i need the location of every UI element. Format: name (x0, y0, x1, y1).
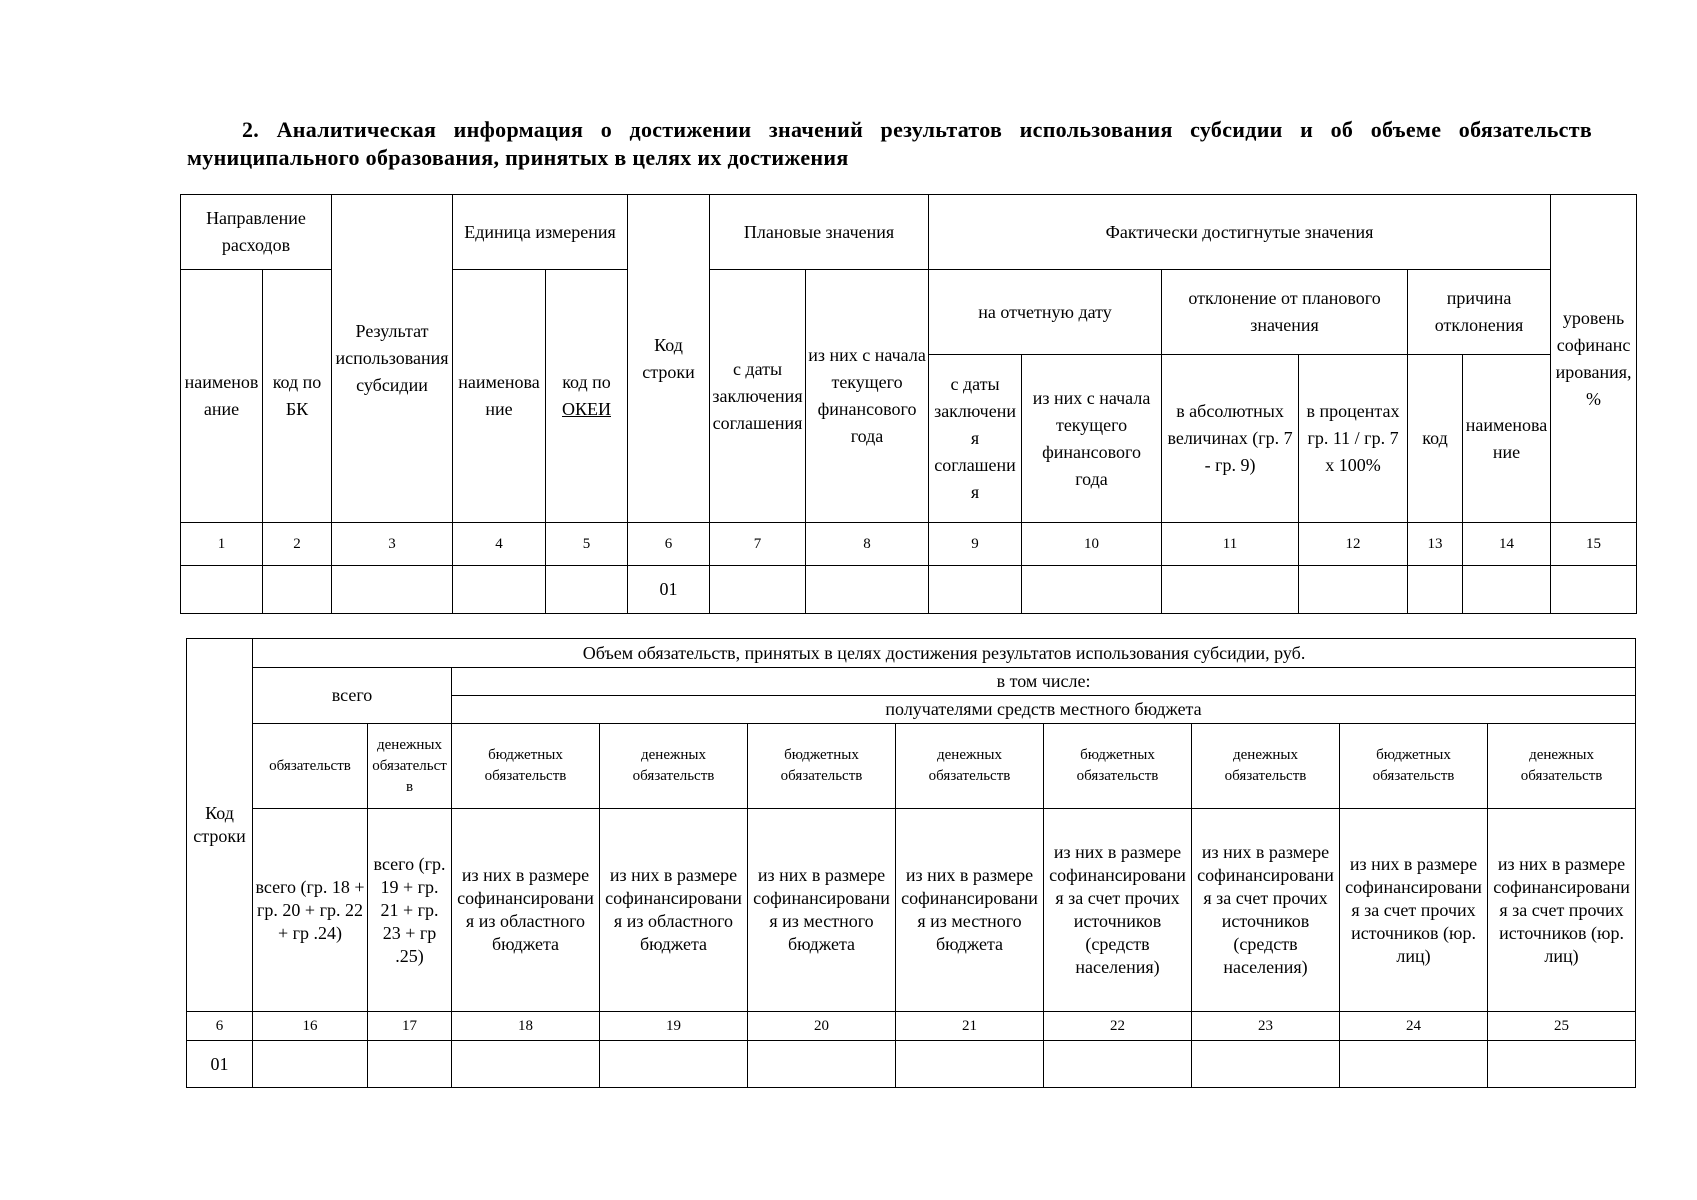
col-number: 7 (710, 523, 806, 566)
col-number: 6 (187, 1012, 253, 1041)
header-plan-current-year: из них с начала текущего финансового года (806, 270, 929, 523)
header-unit-name: наименование (453, 270, 546, 523)
col-number: 5 (546, 523, 628, 566)
header-plan-from-agreement: с даты заключения соглашения (710, 270, 806, 523)
table-cell[interactable] (332, 566, 453, 614)
header-budget-obligations: бюджетных обязательств (1044, 724, 1192, 809)
header-legal-entities-cofin: из них в размере софинансирования за счет прочих источников (юр. лиц) (1340, 809, 1488, 1012)
col-number: 14 (1463, 523, 1551, 566)
col-number: 23 (1192, 1012, 1340, 1041)
table-cell[interactable] (896, 1041, 1044, 1088)
header-deviation: отклонение от планового значения (1162, 270, 1408, 355)
col-number: 6 (628, 523, 710, 566)
col-number: 9 (929, 523, 1022, 566)
col-number: 4 (453, 523, 546, 566)
header-cofinancing-level: уровень софинансирования, % (1551, 195, 1637, 523)
header-local-cofin: из них в размере софинансирования из местного бюджета (896, 809, 1044, 1012)
col-number: 25 (1488, 1012, 1636, 1041)
col-number: 16 (253, 1012, 368, 1041)
table-cell[interactable] (181, 566, 263, 614)
okei-prefix: код по (562, 372, 611, 392)
table-cell[interactable] (1162, 566, 1299, 614)
header-plan: Плановые значения (710, 195, 929, 270)
header-okei (546, 270, 628, 523)
col-number: 24 (1340, 1012, 1488, 1041)
col-number: 21 (896, 1012, 1044, 1041)
table-cell[interactable] (453, 566, 546, 614)
header-money-obligations: денежных обязательств (368, 724, 452, 809)
header-including: в том числе: (452, 668, 1636, 696)
header-money-obligations: денежных обязательств (600, 724, 748, 809)
header-population-cofin: из них в размере софинансирования за счет прочих источников (средств населения) (1044, 809, 1192, 1012)
header-money-obligations: денежных обязательств (1488, 724, 1636, 809)
table-cell[interactable] (710, 566, 806, 614)
col-number: 19 (600, 1012, 748, 1041)
col-number: 11 (1162, 523, 1299, 566)
table-cell[interactable] (806, 566, 929, 614)
table-cell[interactable] (748, 1041, 896, 1088)
col-number: 15 (1551, 523, 1637, 566)
header-reason: причина отклонения (1408, 270, 1551, 355)
table-cell[interactable] (1192, 1041, 1340, 1088)
header-money-obligations: денежных обязательств (1192, 724, 1340, 809)
header-legal-entities-cofin: из них в размере софинансирования за счет прочих источников (юр. лиц) (1488, 809, 1636, 1012)
row-code-cell: 01 (187, 1041, 253, 1088)
header-total: всего (253, 668, 452, 724)
col-number: 22 (1044, 1012, 1192, 1041)
header-row-code: Код строки (628, 195, 710, 523)
header-fact-current-year: из них с начала текущего финансового года (1022, 355, 1162, 523)
okei-label: ОКЕИ (562, 399, 611, 419)
table-cell[interactable] (1551, 566, 1637, 614)
header-row-code: Код строки (187, 639, 253, 1012)
table-cell[interactable] (253, 1041, 368, 1088)
section-title-line-1: 2. Аналитическая информация о достижении значений результатов использования субсидии и об объеме обязательств (242, 117, 1592, 142)
table-cell[interactable] (1299, 566, 1408, 614)
table-cell[interactable] (1463, 566, 1551, 614)
header-fact: Фактически достигнутые значения (929, 195, 1551, 270)
header-regional-cofin: из них в размере софинансирования из областного бюджета (600, 809, 748, 1012)
table-cell[interactable] (929, 566, 1022, 614)
header-budget-obligations: бюджетных обязательств (452, 724, 600, 809)
col-number: 20 (748, 1012, 896, 1041)
header-budget-obligations: бюджетных обязательств (748, 724, 896, 809)
table-cell[interactable] (546, 566, 628, 614)
header-fact-from-agreement: с даты заключения соглашения (929, 355, 1022, 523)
col-number: 10 (1022, 523, 1162, 566)
header-population-cofin: из них в размере софинансирования за счет прочих источников (средств населения) (1192, 809, 1340, 1012)
table-cell[interactable] (263, 566, 332, 614)
header-direction-name: наименование (181, 270, 263, 523)
obligations-table (186, 638, 1636, 1088)
header-total-obligations: всего (гр. 18 + гр. 20 + гр. 22 + гр .24) (253, 809, 368, 1012)
header-obligations: обязательств (253, 724, 368, 809)
table-cell[interactable] (600, 1041, 748, 1088)
table-cell[interactable] (368, 1041, 452, 1088)
col-number: 13 (1408, 523, 1463, 566)
header-regional-cofin: из них в размере софинансирования из областного бюджета (452, 809, 600, 1012)
table-cell[interactable] (1408, 566, 1463, 614)
col-number: 2 (263, 523, 332, 566)
header-deviation-absolute: в абсолютных величинах (гр. 7 - гр. 9) (1162, 355, 1299, 523)
header-volume: Объем обязательств, принятых в целях достижения результатов использования субсидии, руб. (253, 639, 1636, 668)
header-kbk: код по БК (263, 270, 332, 523)
header-total-money: всего (гр. 19 + гр. 21 + гр. 23 + гр .25) (368, 809, 452, 1012)
table-cell[interactable] (1340, 1041, 1488, 1088)
header-result: Результат использования субсидии (332, 195, 453, 523)
table-cell[interactable] (452, 1041, 600, 1088)
achievement-table (180, 194, 1637, 614)
table-cell[interactable] (1044, 1041, 1192, 1088)
col-number: 12 (1299, 523, 1408, 566)
col-number: 18 (452, 1012, 600, 1041)
header-deviation-percent: в процентах гр. 11 / гр. 7 x 100% (1299, 355, 1408, 523)
col-number: 1 (181, 523, 263, 566)
table-cell[interactable] (1488, 1041, 1636, 1088)
header-local-cofin: из них в размере софинансирования из местного бюджета (748, 809, 896, 1012)
header-recipients: получателями средств местного бюджета (452, 696, 1636, 724)
table-cell[interactable] (1022, 566, 1162, 614)
header-report-date: на отчетную дату (929, 270, 1162, 355)
section-title-line-2: муниципального образования, принятых в целях их достижения (187, 145, 849, 170)
header-reason-code: код (1408, 355, 1463, 523)
section-title (187, 116, 1592, 172)
header-money-obligations: денежных обязательств (896, 724, 1044, 809)
col-number: 8 (806, 523, 929, 566)
col-number: 3 (332, 523, 453, 566)
header-reason-name: наименование (1463, 355, 1551, 523)
header-unit: Единица измерения (453, 195, 628, 270)
col-number: 17 (368, 1012, 452, 1041)
header-budget-obligations: бюджетных обязательств (1340, 724, 1488, 809)
row-code-cell: 01 (628, 566, 710, 614)
header-direction: Направление расходов (181, 195, 332, 270)
